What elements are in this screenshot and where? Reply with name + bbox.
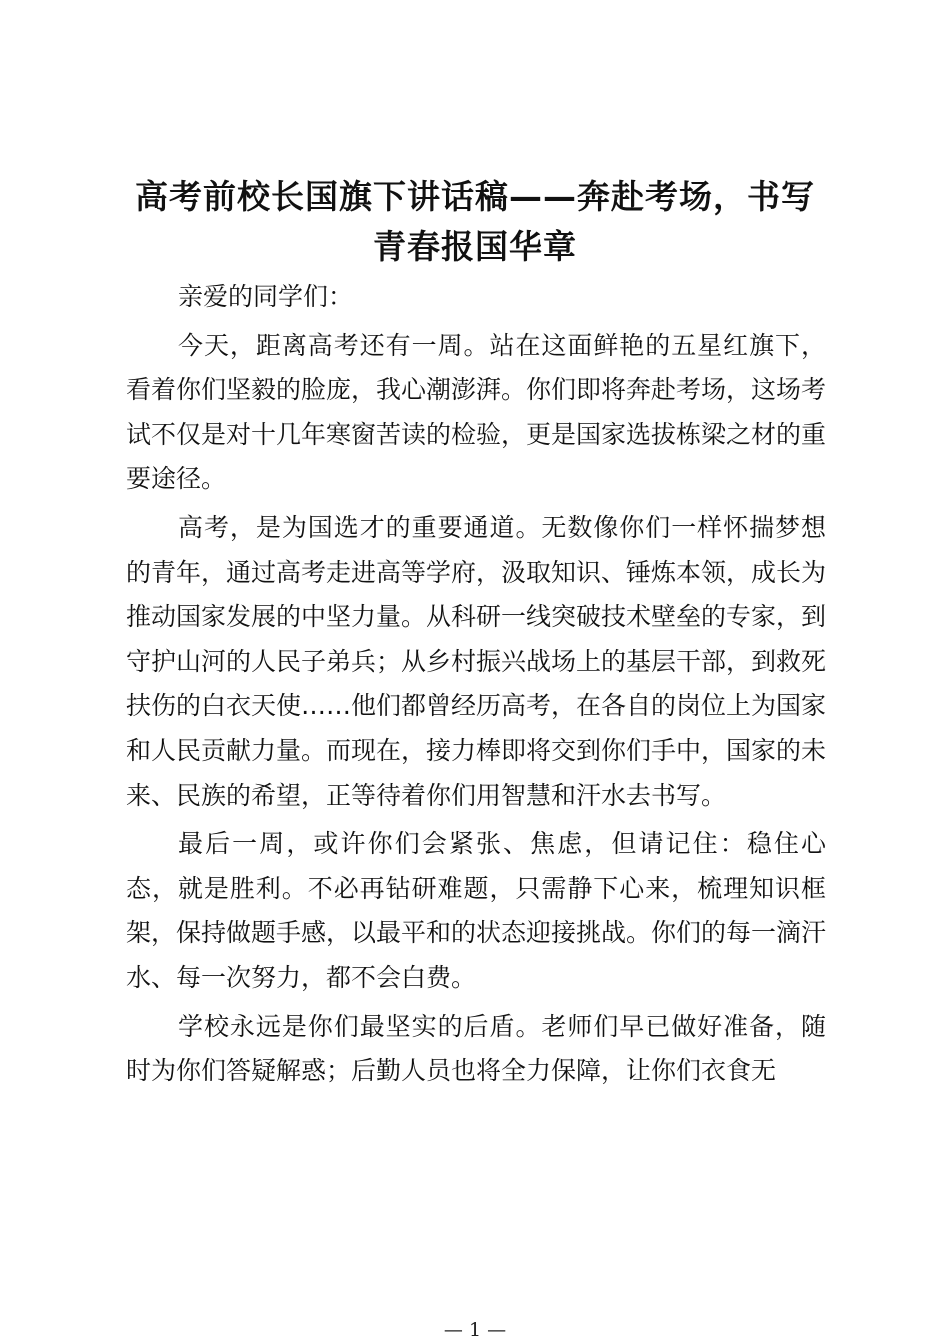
page-number: — 1 — [443, 1319, 507, 1341]
paragraph-3: 最后一周，或许你们会紧张、焦虑，但请记住：稳住心态，就是胜利。不必再钻研难题，只需静下心来，梳理知识框架，保持做题手感，以最平和的状态迎接挑战。你们的每一滴汗水、每一次努力，都不会白费。 [126, 829, 827, 992]
document-title-line-2: 青春报国华章 [373, 227, 577, 266]
paragraph-4: 学校永远是你们最坚实的后盾。老师们早已做好准备，随时为你们答疑解惑；后勤人员也将全力保障，让你们衣食无 [126, 1011, 826, 1086]
salutation: 亲爱的同学们： [178, 282, 354, 311]
paragraph-1: 今天，距离高考还有一周。站在这面鲜艳的五星红旗下，看着你们坚毅的脸庞，我心潮澎湃。你们即将奔赴考场，这场考试不仅是对十几年寒窗苦读的检验，更是国家选拔栋梁之材的重要途径。 [126, 330, 827, 494]
paragraph-2: 高考，是为国选才的重要通道。无数像你们一样怀揣梦想的青年，通过高考走进高等学府，汲取知识、锤炼本领，成长为推动国家发展的中坚力量。从科研一线突破技术壁垒的专家，到守护山河的人民子弟兵；从乡村振兴战场上的基层干部，到救死扶伤的白衣天使……他们都曾经历高考，在各自的岗位上为国家和人民贡献力量。而现在，接力棒即将交到你们手中，国家的未来、民族的希望，正等待着你们用智慧和汗水去书写。 [126, 512, 827, 810]
document-body [126, 275, 826, 1094]
document-title-line-1: 高考前校长国旗下讲话稿——奔赴考场，书写 [135, 177, 815, 216]
